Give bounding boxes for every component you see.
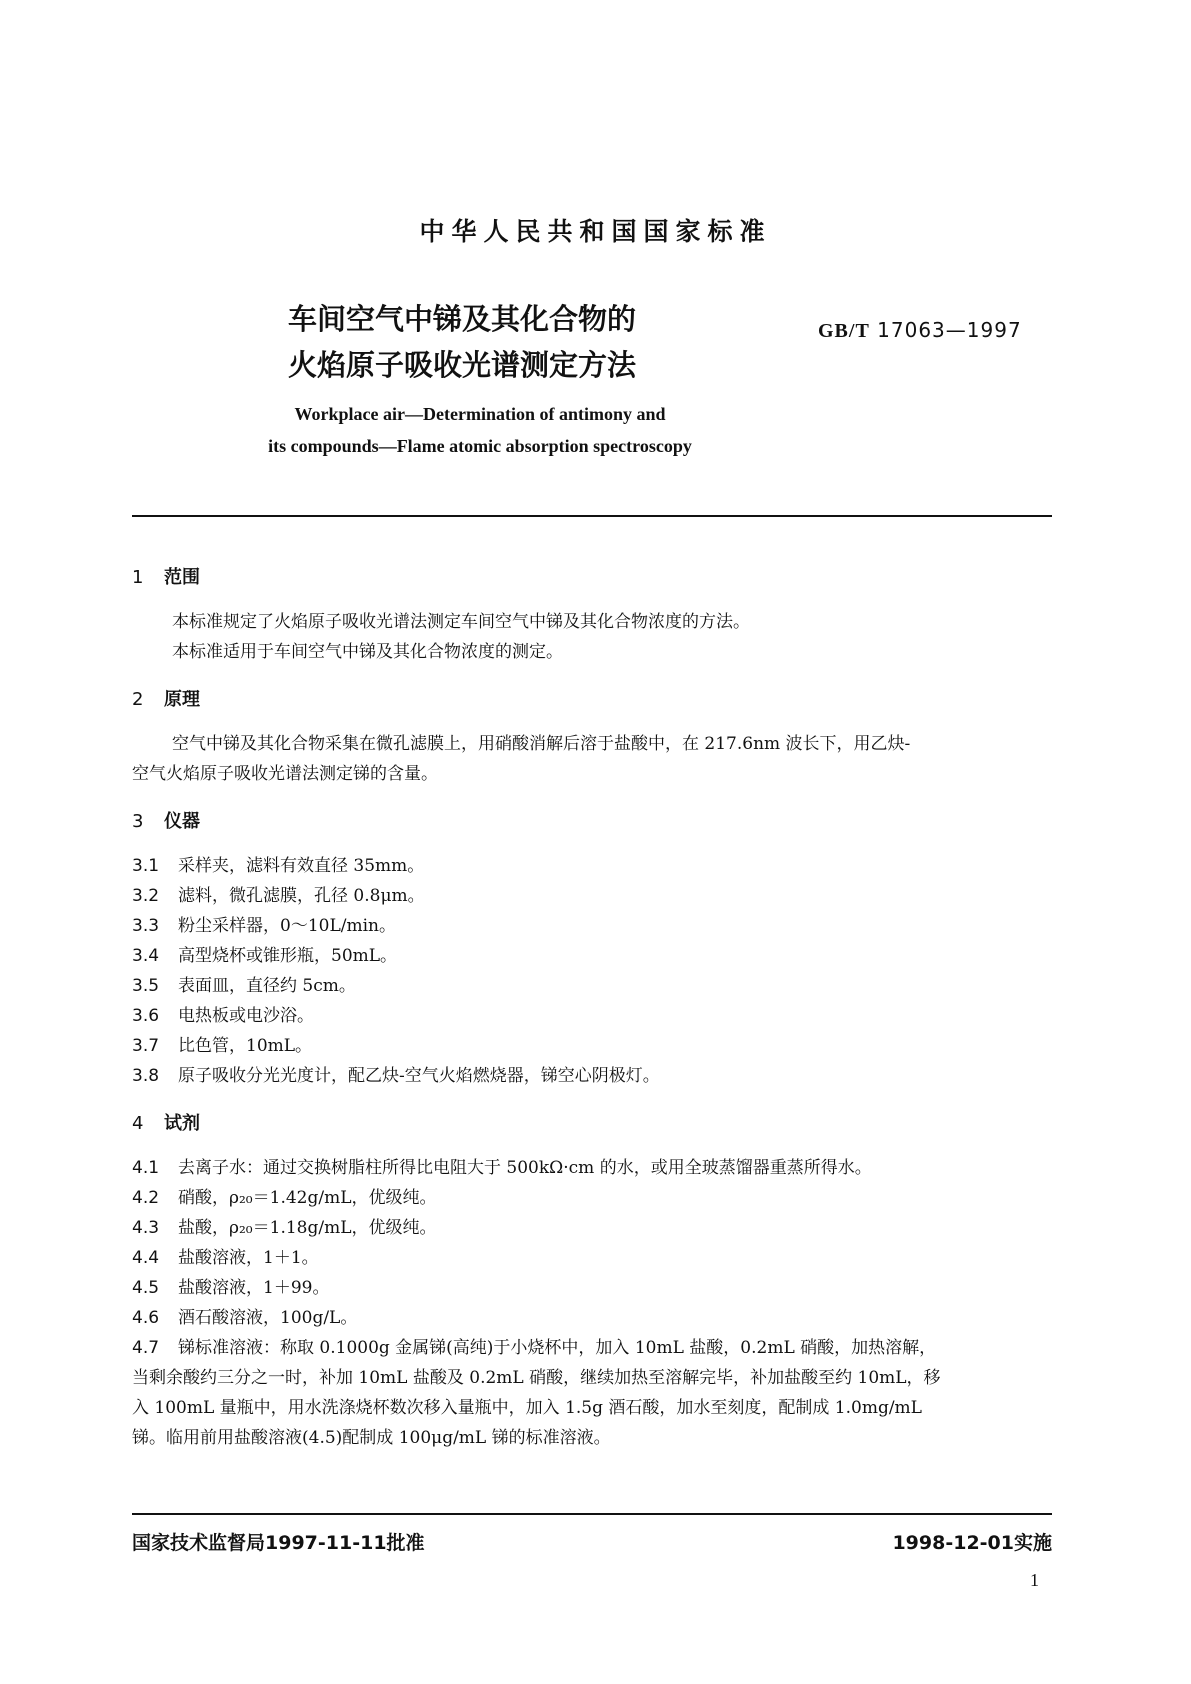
footer-divider (132, 1513, 1052, 1515)
item-number: 3.1 (132, 856, 160, 876)
item-number: 4.4 (132, 1248, 160, 1268)
scope-paragraph-2: 本标准适用于车间空气中锑及其化合物浓度的测定。 (172, 642, 563, 662)
list-item (132, 1273, 1052, 1303)
section-number: 4 (132, 1113, 144, 1134)
footer (132, 1528, 1052, 1555)
principle-paragraph-line-1: 空气中锑及其化合物采集在微孔滤膜上，用硝酸消解后溶于盐酸中，在 217.6nm 波长下，用乙炔- (172, 734, 911, 754)
section-number: 2 (132, 689, 144, 710)
section-title: 原理 (164, 689, 200, 710)
page-number: 1 (1030, 1570, 1039, 1590)
item-text: 盐酸溶液，1＋1。 (178, 1248, 319, 1268)
list-item (132, 1303, 1052, 1333)
item-number: 3.3 (132, 916, 160, 936)
principle-paragraph-line-2: 空气火焰原子吸收光谱法测定锑的含量。 (132, 764, 438, 784)
item-text: 电热板或电沙浴。 (178, 1006, 314, 1026)
section-heading-reagents (132, 1109, 1052, 1139)
header-divider (132, 515, 1052, 517)
item-text: 比色管，10mL。 (178, 1036, 313, 1056)
item-text: 去离子水：通过交换树脂柱所得比电阻大于 500kΩ·cm 的水，或用全玻蒸馏器重蒸所得水。 (178, 1158, 872, 1178)
item-text: 滤料，微孔滤膜，孔径 0.8μm。 (178, 886, 425, 906)
item-number: 4.7 (132, 1338, 160, 1358)
item-text: 原子吸收分光光度计，配乙炔-空气火焰燃烧器，锑空心阴极灯。 (178, 1066, 660, 1086)
chinese-title-line-2: 火焰原子吸收光谱测定方法 (288, 348, 637, 382)
standard-year-number: 17063—1997 (877, 318, 1022, 342)
section-number: 3 (132, 811, 144, 832)
item-continuation-line-1: 当剩余酸约三分之一时，补加 10mL 盐酸及 0.2mL 硝酸，继续加热至溶解完毕，补加盐酸至约 10mL，移 (132, 1368, 941, 1388)
english-title-line-1: Workplace air—Determination of antimony and (294, 404, 666, 424)
item-text: 表面皿，直径约 5cm。 (178, 976, 356, 996)
item-number: 4.1 (132, 1158, 160, 1178)
list-item (132, 1031, 1052, 1061)
list-item (132, 851, 1052, 881)
list-item (132, 1001, 1052, 1031)
item-number: 3.8 (132, 1066, 160, 1086)
list-item (132, 1183, 1052, 1213)
list-item (132, 1333, 1052, 1363)
item-text: 采样夹，滤料有效直径 35mm。 (178, 856, 425, 876)
item-text: 粉尘采样器，0～10L/min。 (178, 916, 396, 936)
section-heading-scope (132, 563, 1052, 593)
item-number: 4.3 (132, 1218, 160, 1238)
item-number: 3.5 (132, 976, 160, 996)
item-number: 4.6 (132, 1308, 160, 1328)
section-number: 1 (132, 567, 144, 588)
list-item (132, 1243, 1052, 1273)
item-continuation-line-3: 锑。临用前用盐酸溶液(4.5)配制成 100μg/mL 锑的标准溶液。 (132, 1428, 611, 1448)
item-number: 4.5 (132, 1278, 160, 1298)
item-number: 3.6 (132, 1006, 160, 1026)
approval-date: 国家技术监督局1997-11-11批准 (132, 1532, 425, 1554)
english-title-line-2: its compounds—Flame atomic absorption spectroscopy (268, 436, 692, 456)
list-item (132, 941, 1052, 971)
effective-date: 1998-12-01实施 (892, 1532, 1052, 1554)
section-title: 仪器 (164, 811, 200, 832)
item-continuation-line-2: 入 100mL 量瓶中，用水洗涤烧杯数次移入量瓶中，加入 1.5g 酒石酸，加水至刻度，配制成 1.0mg/mL (132, 1398, 922, 1418)
english-title (0, 398, 960, 462)
chinese-title-line-1: 车间空气中锑及其化合物的 (288, 302, 637, 336)
section-heading-apparatus (132, 807, 1052, 837)
list-item (132, 971, 1052, 1001)
list-item (132, 1213, 1052, 1243)
list-item (132, 911, 1052, 941)
list-item (132, 881, 1052, 911)
item-text: 酒石酸溶液，100g/L。 (178, 1308, 358, 1328)
item-number: 3.2 (132, 886, 160, 906)
item-text: 高型烧杯或锥形瓶，50mL。 (178, 946, 398, 966)
chinese-title (288, 296, 636, 388)
item-text: 硝酸，ρ₂₀＝1.42g/mL，优级纯。 (178, 1188, 437, 1208)
item-text: 盐酸溶液，1＋99。 (178, 1278, 330, 1298)
section-title: 范围 (164, 567, 200, 588)
section-heading-principle (132, 685, 1052, 715)
item-text: 锑标准溶液：称取 0.1000g 金属锑(高纯)于小烧杯中，加入 10mL 盐酸，0.2mL 硝酸，加热溶解， (178, 1338, 937, 1358)
section-title: 试剂 (164, 1113, 200, 1134)
item-number: 4.2 (132, 1188, 160, 1208)
list-item (132, 1061, 1052, 1091)
item-number: 3.4 (132, 946, 160, 966)
item-text: 盐酸，ρ₂₀＝1.18g/mL，优级纯。 (178, 1218, 437, 1238)
standard-code: GB/T (818, 320, 870, 342)
item-number: 3.7 (132, 1036, 160, 1056)
scope-paragraph-1: 本标准规定了火焰原子吸收光谱法测定车间空气中锑及其化合物浓度的方法。 (172, 612, 750, 632)
list-item (132, 1153, 1052, 1183)
standard-number (818, 318, 1022, 343)
issuing-country-header: 中华人民共和国国家标准 (419, 217, 772, 246)
document-body (132, 555, 1052, 1453)
